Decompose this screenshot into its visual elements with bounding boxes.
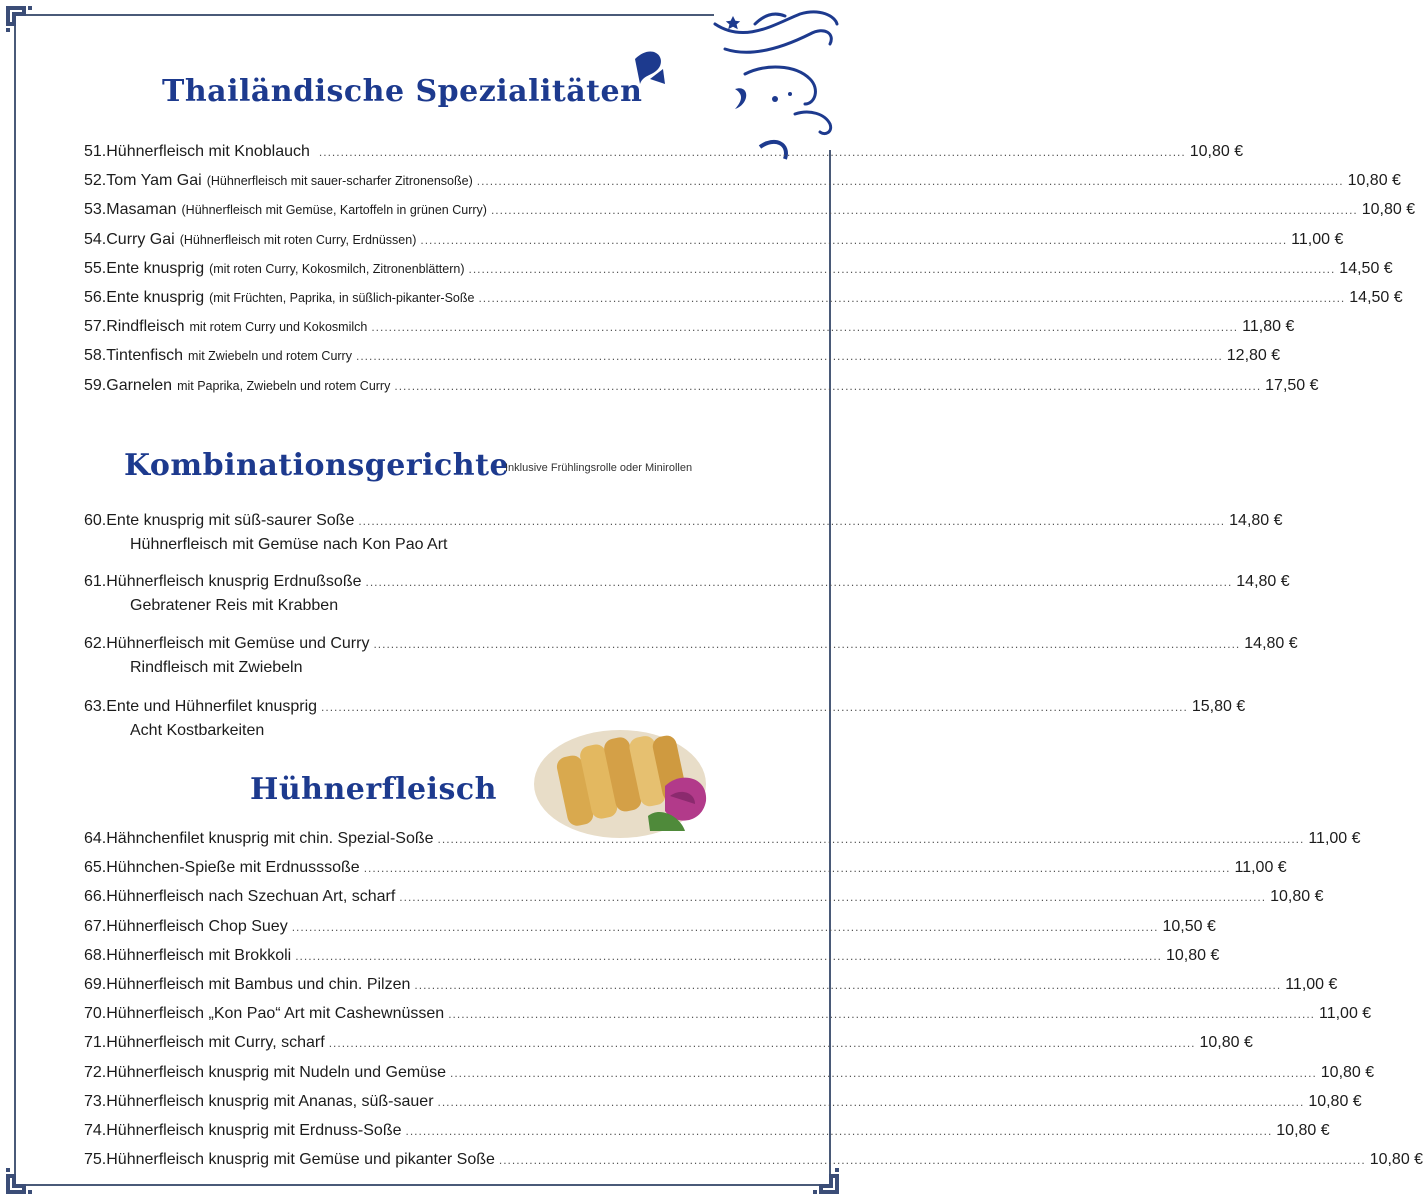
swirl-ornament-icon bbox=[625, 4, 840, 164]
item-description bbox=[106, 976, 1285, 994]
item-second-line: Acht Kostbarkeiten bbox=[130, 722, 265, 739]
item-price: 12,80 € bbox=[1226, 347, 1281, 365]
leader-dots: ........................................................................................................................................................................................................ bbox=[498, 1153, 1366, 1168]
item-price: 10,80 € bbox=[1276, 1122, 1330, 1139]
item-name: Ente knusprig mit süß-saurer Soße bbox=[106, 512, 355, 529]
leader-dots: ........................................................................................................................................................................................................ bbox=[371, 320, 1239, 335]
item-number: 55. bbox=[84, 259, 107, 277]
menu-item bbox=[84, 917, 1216, 946]
item-name: Tintenfisch bbox=[106, 347, 184, 365]
leader-dots: ........................................................................................................................................................................................................ bbox=[420, 232, 1288, 247]
item-number: 73. bbox=[84, 1092, 107, 1110]
leader-dots: ........................................................................................................................................................................................................ bbox=[437, 832, 1305, 846]
item-price: 14,80 € bbox=[1236, 573, 1290, 590]
menu-item bbox=[84, 976, 1338, 1004]
item-description bbox=[106, 377, 1265, 395]
menu-item bbox=[84, 289, 1403, 317]
menu-item bbox=[84, 318, 1295, 346]
menu-item bbox=[84, 1151, 1423, 1179]
item-description bbox=[106, 1093, 1308, 1111]
leader-dots: ........................................................................................................................................................................................................ bbox=[355, 349, 1223, 364]
item-name: Hühnerfleisch knusprig mit Ananas, süß-sauer bbox=[106, 1092, 434, 1110]
item-description bbox=[106, 947, 1166, 965]
menu-item bbox=[84, 1122, 1330, 1150]
item-second-line: Rindfleisch mit Zwiebeln bbox=[130, 659, 303, 676]
leader-dots: ........................................................................................................................................................................................................ bbox=[490, 203, 1358, 218]
item-price: 10,80 € bbox=[1361, 201, 1416, 219]
item-detail: (mit roten Curry, Kokosmilch, Zitronenblättern) bbox=[209, 261, 465, 276]
item-number: 52. bbox=[84, 172, 107, 190]
section-title-combo: Kombinationsgerichte bbox=[124, 448, 510, 483]
menu-item bbox=[84, 1092, 1362, 1121]
leader-dots: ........................................................................................................................................................................................................ bbox=[394, 378, 1262, 393]
item-description bbox=[106, 573, 1236, 591]
item-description bbox=[106, 1034, 1199, 1052]
item-description bbox=[106, 888, 1270, 906]
item-description bbox=[106, 859, 1234, 877]
chinese-knot-icon bbox=[2, 2, 42, 42]
item-detail: mit Paprika, Zwiebeln und rotem Curry bbox=[177, 378, 391, 393]
item-number: 60. bbox=[84, 512, 107, 529]
item-price: 14,50 € bbox=[1339, 259, 1393, 277]
leader-dots: ........................................................................................................................................................................................................ bbox=[468, 261, 1336, 276]
item-number: 57. bbox=[84, 318, 107, 336]
border-bottom bbox=[14, 1184, 830, 1186]
menu-item bbox=[84, 201, 1416, 229]
item-number: 69. bbox=[84, 976, 107, 993]
section-title-thai: Thailändische Spezialitäten bbox=[162, 74, 643, 109]
section-title-chicken: Hühnerfleisch bbox=[250, 772, 497, 807]
item-name: Tom Yam Gai bbox=[106, 172, 202, 190]
item-description bbox=[106, 1005, 1319, 1023]
leader-dots: ........................................................................................................................................................................................................ bbox=[358, 514, 1226, 528]
leader-dots: ........................................................................................................................................................................................................ bbox=[405, 1124, 1273, 1138]
item-number: 63. bbox=[84, 698, 107, 715]
item-number: 74. bbox=[84, 1122, 107, 1139]
item-number: 51. bbox=[84, 143, 107, 160]
item-number: 68. bbox=[84, 946, 107, 964]
item-description bbox=[106, 143, 1189, 161]
item-second-line: Hühnerfleisch mit Gemüse nach Kon Pao Art bbox=[130, 536, 448, 553]
leader-dots: ........................................................................................................................................................................................................ bbox=[295, 948, 1162, 963]
border-left bbox=[14, 14, 16, 1186]
item-name: Hühnerfleisch mit Curry, scharf bbox=[106, 1034, 325, 1052]
leader-dots: ........................................................................................................................................................................................................ bbox=[478, 291, 1346, 305]
item-description bbox=[106, 347, 1227, 365]
item-name: Ente knusprig bbox=[106, 289, 205, 306]
item-name: Hühnerfleisch mit Bambus und chin. Pilzen bbox=[106, 976, 411, 993]
menu-item bbox=[84, 172, 1401, 200]
item-name: Hähnchenfilet knusprig mit chin. Spezial-Soße bbox=[106, 830, 434, 847]
item-price: 15,80 € bbox=[1191, 698, 1246, 715]
item-number: 70. bbox=[84, 1005, 107, 1023]
leader-dots: ........................................................................................................................................................................................................ bbox=[414, 978, 1282, 992]
item-description bbox=[106, 1151, 1369, 1169]
item-description bbox=[106, 318, 1242, 336]
item-description bbox=[106, 918, 1162, 936]
item-price: 11,00 € bbox=[1285, 976, 1338, 993]
item-description bbox=[106, 201, 1362, 219]
item-price: 14,80 € bbox=[1229, 512, 1283, 529]
item-number: 71. bbox=[84, 1034, 107, 1052]
item-description bbox=[106, 830, 1308, 848]
menu-item bbox=[84, 1034, 1253, 1062]
item-number: 65. bbox=[84, 859, 107, 877]
item-price: 10,80 € bbox=[1166, 946, 1220, 964]
item-name: Ente knusprig bbox=[106, 259, 205, 277]
item-name: Hühnerfleisch mit Gemüse und Curry bbox=[106, 635, 370, 652]
item-description bbox=[106, 635, 1244, 653]
item-number: 72. bbox=[84, 1063, 107, 1081]
item-price: 10,80 € bbox=[1189, 143, 1244, 160]
leader-dots: ........................................................................................................................................................................................................ bbox=[373, 637, 1241, 651]
menu-item bbox=[84, 888, 1324, 916]
item-number: 61. bbox=[84, 573, 107, 590]
leader-dots: ........................................................................................................................................................................................................ bbox=[476, 174, 1344, 189]
item-name: Hühnerfleisch knusprig mit Erdnuss-Soße bbox=[106, 1122, 402, 1139]
item-detail: (Hühnerfleisch mit roten Curry, Erdnüssen) bbox=[179, 232, 417, 247]
item-number: 62. bbox=[84, 635, 107, 652]
item-detail: (Hühnerfleisch mit sauer-scharfer Zitronensoße) bbox=[206, 174, 473, 189]
menu-item bbox=[84, 859, 1287, 887]
leader-dots: ........................................................................................................................................................................................................ bbox=[399, 890, 1267, 905]
item-name: Rindfleisch bbox=[106, 318, 185, 336]
item-name: Ente und Hühnerfilet knusprig bbox=[106, 698, 318, 715]
menu-item bbox=[84, 946, 1220, 975]
item-number: 53. bbox=[84, 201, 107, 219]
leader-dots: ........................................................................................................................................................................................................ bbox=[449, 1065, 1317, 1080]
item-name: Hühnerfleisch knusprig Erdnußsoße bbox=[106, 573, 362, 590]
item-name: Hühnerfleisch Chop Suey bbox=[106, 917, 288, 935]
menu-item bbox=[84, 376, 1319, 405]
item-number: 66. bbox=[84, 888, 107, 906]
item-number: 59. bbox=[84, 376, 107, 394]
item-description bbox=[106, 1064, 1321, 1082]
item-price: 10,80 € bbox=[1308, 1092, 1362, 1110]
item-second-line: Gebratener Reis mit Krabben bbox=[130, 597, 339, 614]
item-description bbox=[106, 172, 1347, 190]
chinese-knot-icon bbox=[2, 1158, 42, 1198]
leader-dots: ........................................................................................................................................................................................................ bbox=[318, 145, 1186, 159]
item-number: 54. bbox=[84, 230, 107, 248]
item-price: 10,80 € bbox=[1270, 888, 1324, 906]
item-number: 58. bbox=[84, 347, 107, 365]
item-description bbox=[106, 1122, 1276, 1140]
border-top bbox=[14, 14, 714, 16]
item-detail: (mit Früchten, Paprika, in süßlich-pikanter-Soße bbox=[209, 291, 475, 305]
item-name: Garnelen bbox=[106, 376, 173, 394]
menu-item bbox=[84, 230, 1344, 259]
leader-dots: ........................................................................................................................................................................................................ bbox=[363, 861, 1231, 876]
leader-dots: ........................................................................................................................................................................................................ bbox=[328, 1036, 1196, 1051]
item-description bbox=[106, 289, 1349, 307]
spring-rolls-photo bbox=[530, 716, 715, 841]
item-price: 11,00 € bbox=[1318, 1005, 1372, 1023]
item-price: 10,80 € bbox=[1199, 1034, 1253, 1052]
item-name: Hühnerfleisch knusprig mit Gemüse und pikanter Soße bbox=[106, 1151, 495, 1169]
item-detail: mit Zwiebeln und rotem Curry bbox=[188, 349, 352, 364]
item-price: 14,50 € bbox=[1349, 289, 1403, 306]
item-name: Hühnerfleisch nach Szechuan Art, scharf bbox=[106, 888, 396, 906]
item-detail: mit rotem Curry und Kokosmilch bbox=[189, 320, 368, 335]
menu-item bbox=[84, 1063, 1375, 1092]
item-name: Hühnerfleisch „Kon Pao“ Art mit Cashewnüssen bbox=[106, 1005, 445, 1023]
menu-item bbox=[84, 1005, 1372, 1033]
item-price: 11,00 € bbox=[1234, 859, 1287, 877]
item-price: 14,80 € bbox=[1244, 635, 1298, 652]
item-price: 11,80 € bbox=[1242, 318, 1295, 336]
item-number: 67. bbox=[84, 917, 107, 935]
section-note-combo: Inklusive Frühlingsrolle oder Minirollen bbox=[505, 462, 693, 474]
item-description bbox=[106, 512, 1229, 530]
item-name: Masaman bbox=[106, 201, 177, 219]
item-name: Hühnerfleisch mit Brokkoli bbox=[106, 946, 292, 964]
item-price: 11,00 € bbox=[1291, 230, 1344, 248]
item-description bbox=[106, 231, 1291, 249]
item-price: 11,00 € bbox=[1308, 830, 1361, 847]
item-description bbox=[106, 698, 1192, 716]
leader-dots: ........................................................................................................................................................................................................ bbox=[291, 919, 1159, 934]
leader-dots: ........................................................................................................................................................................................................ bbox=[437, 1094, 1305, 1109]
item-description bbox=[106, 260, 1339, 278]
item-number: 75. bbox=[84, 1151, 107, 1169]
leader-dots: ........................................................................................................................................................................................................ bbox=[321, 700, 1188, 714]
item-number: 56. bbox=[84, 289, 107, 306]
item-name: Hühnerfleisch mit Knoblauch bbox=[106, 143, 310, 160]
item-price: 10,50 € bbox=[1162, 917, 1216, 935]
item-name: Curry Gai bbox=[106, 230, 175, 248]
item-price: 10,80 € bbox=[1320, 1063, 1375, 1081]
item-detail: (Hühnerfleisch mit Gemüse, Kartoffeln in grünen Curry) bbox=[181, 203, 487, 218]
menu-item bbox=[84, 259, 1393, 288]
menu-item bbox=[84, 143, 1244, 171]
item-number: 64. bbox=[84, 830, 107, 847]
leader-dots: ........................................................................................................................................................................................................ bbox=[448, 1007, 1315, 1022]
item-price: 17,50 € bbox=[1265, 376, 1319, 394]
leader-dots: ........................................................................................................................................................................................................ bbox=[365, 575, 1233, 589]
item-price: 10,80 € bbox=[1369, 1151, 1423, 1169]
menu-item bbox=[84, 347, 1281, 375]
menu-item bbox=[84, 830, 1361, 858]
item-name: Hühnerfleisch knusprig mit Nudeln und Gemüse bbox=[106, 1063, 446, 1081]
item-name: Hühnchen-Spieße mit Erdnusssoße bbox=[106, 859, 360, 877]
item-price: 10,80 € bbox=[1347, 172, 1401, 190]
